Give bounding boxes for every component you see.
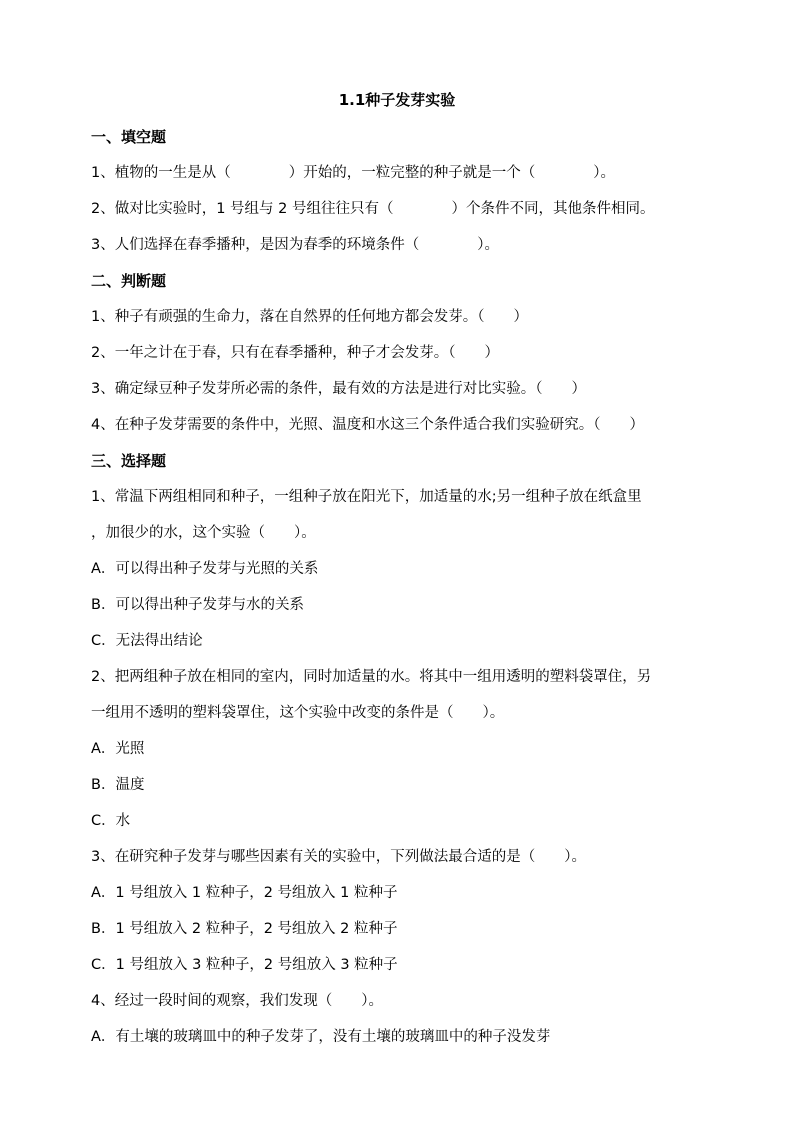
judge-question-1: 1、种子有顽强的生命力，落在自然界的任何地方都会发芽。（ ） (91, 309, 528, 325)
choice-question-2-line-2: 一组用不透明的塑料袋罩住，这个实验中改变的条件是（ ）。 (91, 705, 505, 721)
choice-question-3-option-c: C．1 号组放入 3 粒种子，2 号组放入 3 粒种子 (91, 957, 398, 973)
section-heading-fill-blank: 一、填空题 (91, 128, 167, 146)
choice-question-1-option-b: B．可以得出种子发芽与水的关系 (91, 597, 304, 613)
choice-question-3-option-b: B．1 号组放入 2 粒种子，2 号组放入 2 粒种子 (91, 921, 398, 937)
page-title: 1.1种子发芽实验 (338, 91, 456, 109)
choice-question-1-line-2: ，加很少的水，这个实验（ ）。 (91, 525, 316, 541)
judge-question-4: 4、在种子发芽需要的条件中，光照、温度和水这三个条件适合我们实验研究。（ ） (91, 417, 644, 433)
choice-question-2-option-a: A．光照 (91, 741, 145, 757)
choice-question-1-option-a: A．可以得出种子发芽与光照的关系 (91, 561, 319, 577)
judge-question-3: 3、确定绿豆种子发芽所必需的条件，最有效的方法是进行对比实验。（ ） (91, 381, 586, 397)
section-heading-judge: 二、判断题 (91, 272, 167, 290)
choice-question-4: 4、经过一段时间的观察，我们发现（ ）。 (91, 993, 383, 1009)
fill-blank-question-2: 2、做对比实验时，1 号组与 2 号组往往只有（ ）个条件不同，其他条件相同。 (91, 201, 655, 217)
choice-question-4-option-a: A．有土壤的玻璃皿中的种子发芽了，没有土壤的玻璃皿中的种子没发芽 (91, 1029, 551, 1045)
choice-question-2-line-1: 2、把两组种子放在相同的室内，同时加适量的水。将其中一组用透明的塑料袋罩住，另 (91, 669, 652, 685)
section-heading-choice: 三、选择题 (91, 452, 167, 470)
choice-question-3: 3、在研究种子发芽与哪些因素有关的实验中，下列做法最合适的是（ ）。 (91, 849, 586, 865)
fill-blank-question-3: 3、人们选择在春季播种，是因为春季的环境条件（ ）。 (91, 237, 499, 253)
choice-question-2-option-c: C．水 (91, 813, 131, 829)
choice-question-2-option-b: B．温度 (91, 777, 145, 793)
choice-question-3-option-a: A．1 号组放入 1 粒种子，2 号组放入 1 粒种子 (91, 885, 398, 901)
choice-question-1-line-1: 1、常温下两组相同和种子，一组种子放在阳光下，加适量的水;另一组种子放在纸盒里 (91, 489, 642, 505)
choice-question-1-option-c: C．无法得出结论 (91, 633, 203, 649)
judge-question-2: 2、一年之计在于春，只有在春季播种，种子才会发芽。（ ） (91, 345, 499, 361)
fill-blank-question-1: 1、植物的一生是从（ ）开始的，一粒完整的种子就是一个（ ）。 (91, 165, 615, 181)
